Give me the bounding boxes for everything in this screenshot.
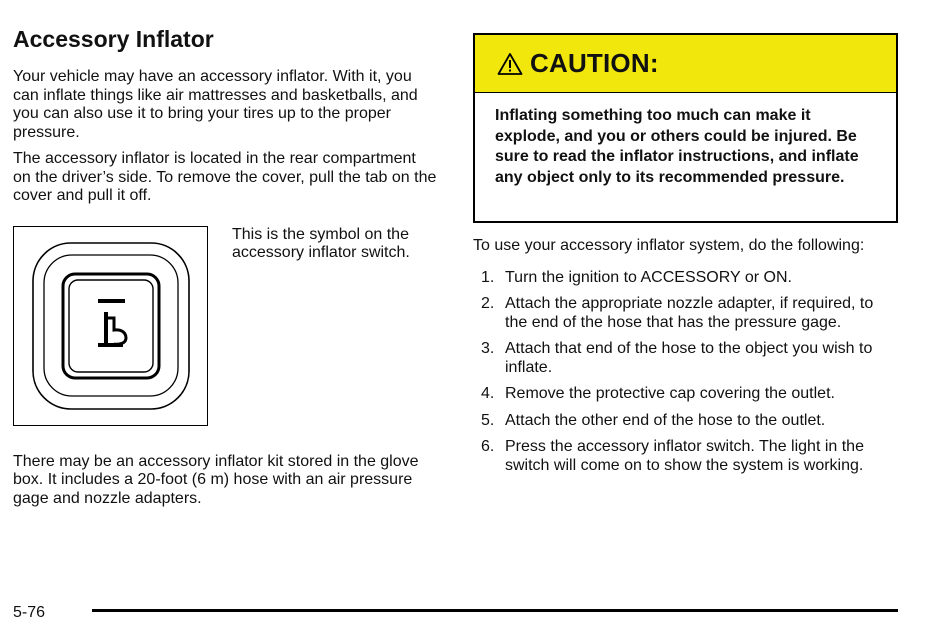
step-number: 3. [481,340,495,357]
list-item [473,340,898,377]
list-item [473,295,898,332]
caution-box [473,33,898,223]
list-item [473,412,898,431]
caution-title: CAUTION: [530,48,659,78]
tire-inflator-switch-icon [14,227,206,424]
location-paragraph: The accessory inflator is located in the rear compartment on the driver’s side. To remove the cover, pull the tab on the cover and pull it off. [13,150,437,204]
symbol-caption: This is the symbol on the accessory inflator switch. [232,225,410,261]
page-number: 5-76 [13,604,46,621]
step-number: 6. [481,438,495,455]
list-item [473,438,898,475]
step-number: 2. [481,295,495,312]
step-text: Turn the ignition to ACCESSORY or ON. [505,268,792,286]
intro-paragraph: Your vehicle may have an accessory inflator. With it, you can inflate things like air mattresses and basketballs, and you can also use it to bring your tires up to the proper pressure. [13,68,418,141]
step-number: 4. [481,385,495,402]
step-text: Attach the other end of the hose to the outlet. [505,411,826,429]
inflator-switch-illustration [13,226,208,426]
step-number: 5. [481,411,495,429]
list-item [473,269,898,288]
list-item [473,385,898,404]
footer-divider [92,609,898,612]
kit-paragraph: There may be an accessory inflator kit stored in the glove box. It includes a 20-foot (6 m) hose with an air pressure gage and nozzle adapters. [13,452,419,507]
steps-intro: To use your accessory inflator system, do the following: [473,237,865,254]
step-text: Attach that end of the hose to the object you wish to inflate. [505,340,873,376]
caution-body: Inflating something too much can make it explode, and you or others could be injured. Be sure to read the inflator instructions, and inflate any object only to its recommended pressure. [495,107,859,186]
symbol-row [13,226,438,441]
caution-header [475,35,896,93]
step-text: Remove the protective cap covering the outlet. [505,385,835,402]
step-number: 1. [481,268,495,286]
step-text: Attach the appropriate nozzle adapter, if required, to the end of the hose that has the pressure gage. [505,295,874,331]
right-column [473,33,898,483]
step-text: Press the accessory inflator switch. The light in the switch will come on to show the system is working. [505,438,864,474]
warning-triangle-icon [497,52,523,76]
steps-list [473,269,898,476]
section-heading: Accessory Inflator [13,26,214,52]
left-column [13,24,438,516]
